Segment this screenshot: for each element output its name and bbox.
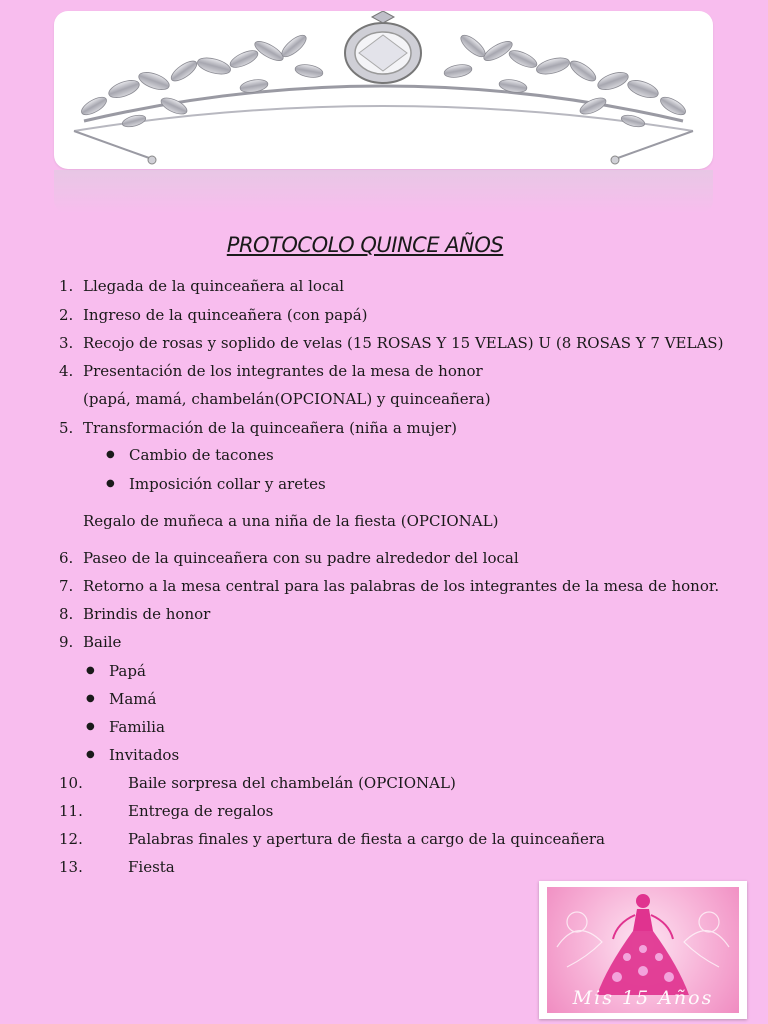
photo-artwork bbox=[547, 887, 739, 1013]
bullet-icon: ● bbox=[86, 749, 95, 760]
bullet-icon: ● bbox=[86, 693, 95, 704]
bullet-text: Invitados bbox=[109, 746, 180, 764]
item-text: Brindis de honor bbox=[83, 605, 211, 623]
bullet-text: Mamá bbox=[109, 690, 157, 708]
item-number: 2. bbox=[59, 306, 74, 324]
bullet-icon: ● bbox=[106, 478, 115, 489]
item-number: 5. bbox=[59, 419, 74, 437]
bullet-text: Cambio de tacones bbox=[129, 446, 274, 464]
item-text: Fiesta bbox=[128, 858, 175, 876]
item-number: 1. bbox=[59, 277, 74, 295]
item-text: Baile sorpresa del chambelán (OPCIONAL) bbox=[128, 774, 456, 792]
quinceanera-photo bbox=[539, 881, 747, 1019]
item-number: 6. bbox=[59, 549, 74, 567]
item-text: Palabras finales y apertura de fiesta a cargo de la quinceañera bbox=[128, 830, 605, 848]
item-text: Retorno a la mesa central para las palabras de los integrantes de la mesa de honor. bbox=[83, 577, 720, 595]
item-number: 8. bbox=[59, 605, 74, 623]
item-number: 10. bbox=[59, 774, 83, 792]
bullet-icon: ● bbox=[106, 449, 115, 460]
item-number: 9. bbox=[59, 633, 74, 651]
item-number: 7. bbox=[59, 577, 74, 595]
item-number: 12. bbox=[59, 830, 83, 848]
tiara-reflection bbox=[54, 170, 713, 214]
page-title: PROTOCOLO QUINCE AÑOS bbox=[226, 233, 504, 257]
bullet-icon: ● bbox=[86, 721, 95, 732]
item-text: (papá, mamá, chambelán(OPCIONAL) y quinceañera) bbox=[83, 390, 491, 408]
item-text: Paseo de la quinceañera con su padre alrededor del local bbox=[83, 549, 519, 567]
item-text: Presentación de los integrantes de la mesa de honor bbox=[83, 362, 483, 380]
bullet-text: Imposición collar y aretes bbox=[129, 475, 326, 493]
photo-caption: Mis 15 Años bbox=[572, 987, 714, 1009]
tiara-image bbox=[54, 11, 713, 169]
item-number: 3. bbox=[59, 334, 74, 352]
item-number: 4. bbox=[59, 362, 74, 380]
item-text: Transformación de la quinceañera (niña a mujer) bbox=[83, 419, 457, 437]
gift-note-text: Regalo de muñeca a una niña de la fiesta (OPCIONAL) bbox=[83, 512, 499, 530]
bullet-text: Familia bbox=[109, 718, 165, 736]
item-text: Ingreso de la quinceañera (con papá) bbox=[83, 306, 368, 324]
item-text: Recojo de rosas y soplido de velas (15 ROSAS Y 15 VELAS) U (8 ROSAS Y 7 VELAS) bbox=[83, 334, 724, 352]
item-number: 11. bbox=[59, 802, 83, 820]
bullet-icon: ● bbox=[86, 665, 95, 676]
item-number: 13. bbox=[59, 858, 83, 876]
item-text: Llegada de la quinceañera al local bbox=[83, 277, 345, 295]
bullet-text: Papá bbox=[109, 662, 146, 680]
item-text: Entrega de regalos bbox=[128, 802, 274, 820]
item-text: Baile bbox=[83, 633, 122, 651]
